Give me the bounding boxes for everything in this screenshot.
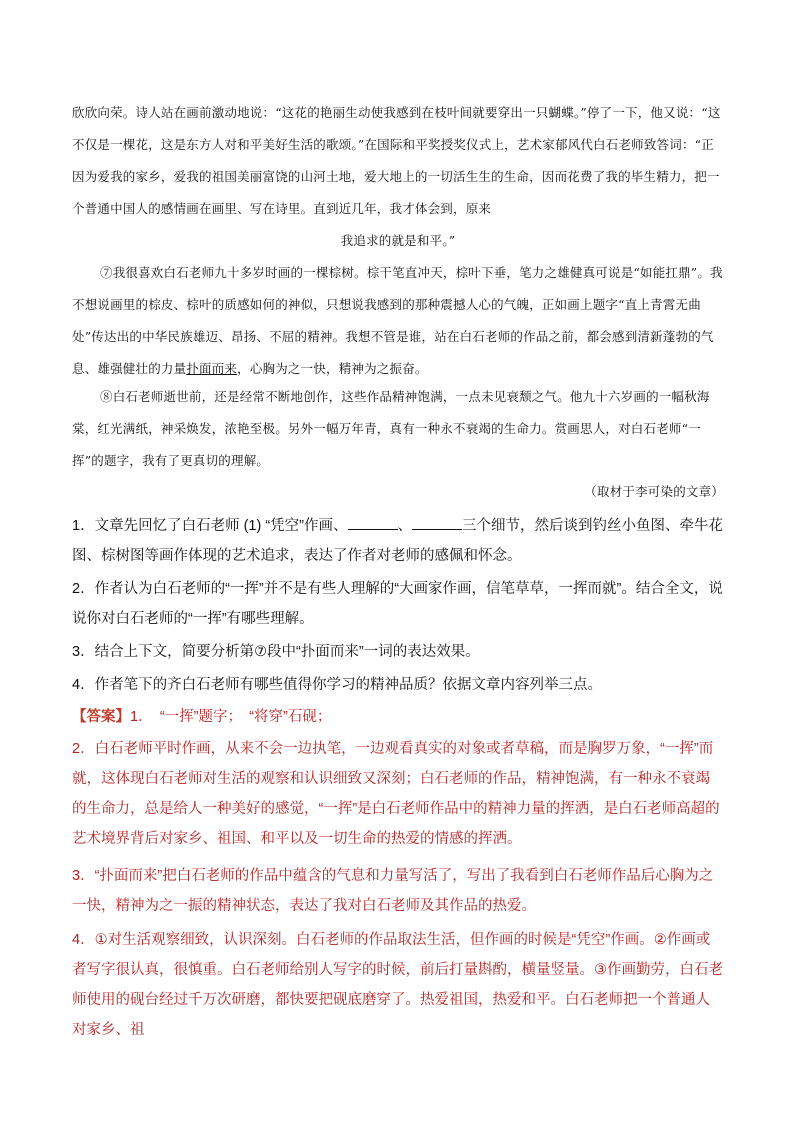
question-text: 、 xyxy=(397,518,412,534)
answer-text: 4．①对生活观察细致，认识深刻。白石老师的作品取法生活，但作画的时候是“凭空”作画。②作画或者写字很认真，很慎重。白石老师给别人写字的时候，前后打量斟酌，横量竖量。③作画勤劳，白石老师使用的砚台经过千万次研磨，都快要把砚底磨穿了。热爱祖国，热爱和平。白石老师把一个普通人对家乡、祖 xyxy=(72,932,723,1038)
answer-4 xyxy=(72,925,724,1045)
passage-paragraph-6-end xyxy=(72,225,724,257)
answer-blank[interactable] xyxy=(348,515,398,530)
question-text: 三个细节，然后谈到钓丝小鱼图、牵牛花图、棕树图等画作体现的艺术追求，表达了作者对老师的感佩和怀念。 xyxy=(72,518,723,564)
question-text: 2．作者认为白石老师的“一挥”并不是有些人理解的“大画家作画，信笔草草，一挥而就”。结合全文，说说你对白石老师的“一挥”有哪些理解。 xyxy=(72,581,723,627)
passage-source xyxy=(72,476,724,508)
question-2 xyxy=(72,574,724,634)
question-3 xyxy=(72,637,724,667)
answer-1 xyxy=(72,702,724,732)
question-text: 4．作者笔下的齐白石老师有哪些值得你学习的精神品质？依据文章内容列举三点。 xyxy=(72,677,603,693)
answer-text: 3．“扑面而来”把白石老师的作品中蕴含的气息和力量写活了，写出了我看到白石老师作品后心胸为之一快，精神为之一振的精神状态，表达了我对白石老师及其作品的热爱。 xyxy=(72,868,714,914)
answer-text: 2．白石老师平时作画，从来不会一边执笔，一边观看真实的对象或者草稿，而是胸罗万象，“一挥”而就，这体现白石老师对生活的观察和认识细致又深刻；白石老师的作品，精神饱满，有一种永不衰竭的生命力，总是给人一种美好的感觉，“一挥”是白石老师作品中的精神力量的挥洒，是白石老师高超的艺术境界背后对家乡、祖国、和平以及一切生命的热爱的情感的挥洒。 xyxy=(72,741,720,847)
passage-text: ，心胸为之一快，精神为之振奋。 xyxy=(237,361,428,376)
passage-text: ⑦我很喜欢白石老师九十多岁时画的一棵棕树。棕干笔直冲天，棕叶下垂，笔力之雄健真可说是“如能扛鼎”。我不想说画里的棕皮、棕叶的质感如何的神似，只想说我感到的那种震撼人心的气魄，正如画上题字“直上青霄无曲处”传达出的中华民族雄迈、昂扬、不屈的精神。我想不管是谁，站在白石老师的作品之前，都会感到清新蓬勃的气息、雄强健壮的力量 xyxy=(72,265,723,376)
passage-text: ⑧白石老师逝世前，还是经常不断地创作，这些作品精神饱满，一点未见衰颓之气。他九十六岁画的一幅秋海棠，红光满纸，神采焕发，浓艳至极。另外一幅万年青，真有一种永不衰竭的生命力。赏画思人，对白石老师“一挥”的题字，我有了更真切的理解。 xyxy=(72,389,710,468)
passage-text: 欣欣向荣。诗人站在画前激动地说：“这花的艳丽生动使我感到在枝叶间就要穿出一只蝴蝶。”停了一下，他又说：“这不仅是一棵花，这是东方人对和平美好生活的歌颂。”在国际和平奖授奖仪式上，艺术家郁风代白石老师致答词：“正因为爱我的家乡，爱我的祖国美丽富饶的山河土地，爱大地上的一切活生生的生命，因而花费了我的毕生精力，把一个普通中国人的感情画在画里、写在诗里。直到近几年，我才体会到，原来 xyxy=(72,105,721,216)
answer-2 xyxy=(72,734,724,854)
passage-paragraph-8 xyxy=(72,381,724,477)
question-1 xyxy=(72,511,724,571)
question-text: 1．文章先回忆了白石老师 (1) “凭空”作画、 xyxy=(72,518,348,534)
passage-paragraph-7 xyxy=(72,257,724,385)
question-text: 3．结合上下文，简要分析第⑦段中“扑面而来”一词的表达效果。 xyxy=(72,644,480,660)
passage-text: 我追求的就是和平。” xyxy=(340,233,456,248)
source-text: （取材于李可染的文章） xyxy=(584,484,724,499)
answer-3 xyxy=(72,861,724,921)
underlined-phrase: 扑面而来 xyxy=(186,361,238,376)
answer-blank[interactable] xyxy=(412,515,462,530)
answer-tag: 【答案】 xyxy=(72,709,130,725)
answer-text: 1． “一挥”题字； “将穿”石砚； xyxy=(130,709,332,725)
question-4 xyxy=(72,670,724,700)
passage-paragraph-6 xyxy=(72,97,724,225)
